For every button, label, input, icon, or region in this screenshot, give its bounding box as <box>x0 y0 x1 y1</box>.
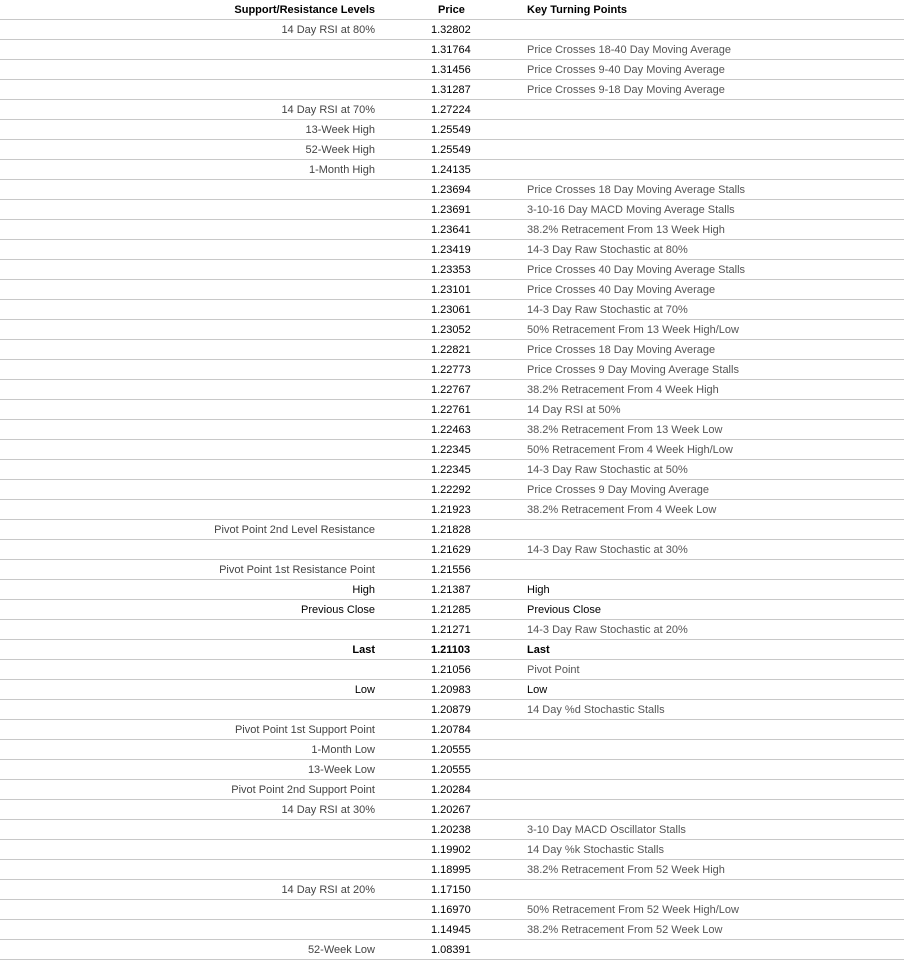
price-cell: 1.23052 <box>380 320 477 340</box>
support-resistance-cell <box>0 220 380 240</box>
table-row <box>0 200 904 220</box>
turning-point-cell: 14 Day RSI at 50% <box>477 400 904 420</box>
table-row <box>0 240 904 260</box>
support-resistance-cell <box>0 200 380 220</box>
turning-point-cell: 3-10-16 Day MACD Moving Average Stalls <box>477 200 904 220</box>
turning-point-cell: Previous Close <box>477 600 904 620</box>
support-resistance-cell <box>0 340 380 360</box>
table-row <box>0 800 904 820</box>
support-resistance-cell: 13-Week High <box>0 120 380 140</box>
support-resistance-cell: 1-Month High <box>0 160 380 180</box>
support-resistance-cell <box>0 320 380 340</box>
support-resistance-cell <box>0 360 380 380</box>
table-row <box>0 420 904 440</box>
price-cell: 1.20284 <box>380 780 477 800</box>
table-row <box>0 140 904 160</box>
turning-point-cell: 14-3 Day Raw Stochastic at 80% <box>477 240 904 260</box>
support-resistance-cell: 14 Day RSI at 20% <box>0 880 380 900</box>
turning-point-cell <box>477 160 904 180</box>
table-row <box>0 700 904 720</box>
table-row <box>0 400 904 420</box>
price-cell: 1.20267 <box>380 800 477 820</box>
support-resistance-cell <box>0 300 380 320</box>
price-cell: 1.20555 <box>380 740 477 760</box>
turning-point-cell: Price Crosses 9-40 Day Moving Average <box>477 60 904 80</box>
table-row <box>0 180 904 200</box>
turning-point-cell: Last <box>477 640 904 660</box>
turning-point-cell: Price Crosses 9 Day Moving Average Stalls <box>477 360 904 380</box>
price-cell: 1.20784 <box>380 720 477 740</box>
turning-point-cell <box>477 560 904 580</box>
support-resistance-cell <box>0 60 380 80</box>
turning-point-cell: Price Crosses 9-18 Day Moving Average <box>477 80 904 100</box>
turning-point-cell: 50% Retracement From 13 Week High/Low <box>477 320 904 340</box>
turning-point-cell: 50% Retracement From 52 Week High/Low <box>477 900 904 920</box>
support-resistance-cell <box>0 440 380 460</box>
price-cell: 1.21056 <box>380 660 477 680</box>
table-row <box>0 300 904 320</box>
turning-point-cell: 38.2% Retracement From 13 Week High <box>477 220 904 240</box>
turning-point-cell <box>477 720 904 740</box>
price-cell: 1.21103 <box>380 640 477 660</box>
turning-point-cell: Price Crosses 18 Day Moving Average <box>477 340 904 360</box>
price-cell: 1.21285 <box>380 600 477 620</box>
support-resistance-cell <box>0 480 380 500</box>
support-resistance-cell: Pivot Point 2nd Level Resistance <box>0 520 380 540</box>
support-resistance-cell: Previous Close <box>0 600 380 620</box>
price-cell: 1.22773 <box>380 360 477 380</box>
support-resistance-cell <box>0 420 380 440</box>
table-row <box>0 520 904 540</box>
header-key-turning-points: Key Turning Points <box>477 0 904 20</box>
support-resistance-cell <box>0 260 380 280</box>
table-row <box>0 500 904 520</box>
table-row <box>0 280 904 300</box>
turning-point-cell: Price Crosses 40 Day Moving Average Stalls <box>477 260 904 280</box>
price-cell: 1.08391 <box>380 940 477 960</box>
table-row <box>0 760 904 780</box>
support-resistance-cell: 52-Week Low <box>0 940 380 960</box>
turning-point-cell: Price Crosses 18 Day Moving Average Stalls <box>477 180 904 200</box>
support-resistance-cell <box>0 620 380 640</box>
price-cell: 1.23353 <box>380 260 477 280</box>
table-row <box>0 780 904 800</box>
table-row <box>0 820 904 840</box>
table-row <box>0 540 904 560</box>
turning-point-cell: Low <box>477 680 904 700</box>
support-resistance-cell: Low <box>0 680 380 700</box>
turning-point-cell: Pivot Point <box>477 660 904 680</box>
table-row <box>0 40 904 60</box>
table-row <box>0 880 904 900</box>
turning-point-cell: 50% Retracement From 4 Week High/Low <box>477 440 904 460</box>
table-row <box>0 720 904 740</box>
turning-point-cell: 14-3 Day Raw Stochastic at 20% <box>477 620 904 640</box>
table-row <box>0 640 904 660</box>
price-cell: 1.20983 <box>380 680 477 700</box>
turning-point-cell <box>477 940 904 960</box>
table-body <box>0 20 904 960</box>
header-support-resistance: Support/Resistance Levels <box>0 0 380 20</box>
turning-point-cell: Price Crosses 40 Day Moving Average <box>477 280 904 300</box>
support-resistance-cell <box>0 180 380 200</box>
support-resistance-cell: Last <box>0 640 380 660</box>
price-cell: 1.22345 <box>380 460 477 480</box>
support-resistance-cell <box>0 700 380 720</box>
price-cell: 1.21828 <box>380 520 477 540</box>
table-row <box>0 20 904 40</box>
turning-point-cell: 14 Day %d Stochastic Stalls <box>477 700 904 720</box>
header-price: Price <box>380 0 477 20</box>
table-row <box>0 660 904 680</box>
turning-point-cell: 14 Day %k Stochastic Stalls <box>477 840 904 860</box>
table-row <box>0 80 904 100</box>
price-cell: 1.16970 <box>380 900 477 920</box>
support-resistance-cell <box>0 40 380 60</box>
support-resistance-cell: 52-Week High <box>0 140 380 160</box>
table-row <box>0 920 904 940</box>
turning-point-cell <box>477 880 904 900</box>
turning-point-cell <box>477 100 904 120</box>
price-cell: 1.21271 <box>380 620 477 640</box>
table-row <box>0 860 904 880</box>
support-resistance-cell: Pivot Point 1st Support Point <box>0 720 380 740</box>
table-row <box>0 260 904 280</box>
turning-point-cell <box>477 520 904 540</box>
price-cell: 1.22463 <box>380 420 477 440</box>
price-cell: 1.20238 <box>380 820 477 840</box>
turning-point-cell: 14-3 Day Raw Stochastic at 70% <box>477 300 904 320</box>
support-resistance-cell <box>0 400 380 420</box>
turning-point-cell <box>477 800 904 820</box>
table-row <box>0 460 904 480</box>
price-cell: 1.23641 <box>380 220 477 240</box>
support-resistance-cell <box>0 280 380 300</box>
turning-point-cell: 38.2% Retracement From 52 Week Low <box>477 920 904 940</box>
price-cell: 1.21629 <box>380 540 477 560</box>
price-cell: 1.31287 <box>380 80 477 100</box>
price-cell: 1.22292 <box>380 480 477 500</box>
price-cell: 1.31456 <box>380 60 477 80</box>
table-row <box>0 100 904 120</box>
support-resistance-cell <box>0 840 380 860</box>
support-resistance-cell <box>0 380 380 400</box>
turning-point-cell: 38.2% Retracement From 13 Week Low <box>477 420 904 440</box>
support-resistance-cell: 14 Day RSI at 80% <box>0 20 380 40</box>
turning-point-cell: High <box>477 580 904 600</box>
table-row <box>0 360 904 380</box>
turning-point-cell: 38.2% Retracement From 52 Week High <box>477 860 904 880</box>
price-cell: 1.21923 <box>380 500 477 520</box>
support-resistance-cell: Pivot Point 1st Resistance Point <box>0 560 380 580</box>
table-row <box>0 580 904 600</box>
price-cell: 1.25549 <box>380 120 477 140</box>
support-resistance-cell <box>0 820 380 840</box>
price-cell: 1.18995 <box>380 860 477 880</box>
support-resistance-cell <box>0 860 380 880</box>
table-row <box>0 940 904 960</box>
support-resistance-cell: 13-Week Low <box>0 760 380 780</box>
support-resistance-cell <box>0 920 380 940</box>
price-cell: 1.25549 <box>380 140 477 160</box>
table-row <box>0 740 904 760</box>
turning-point-cell <box>477 740 904 760</box>
turning-point-cell: Price Crosses 9 Day Moving Average <box>477 480 904 500</box>
price-cell: 1.22761 <box>380 400 477 420</box>
price-cell: 1.31764 <box>380 40 477 60</box>
price-cell: 1.32802 <box>380 20 477 40</box>
table-row <box>0 480 904 500</box>
turning-point-cell <box>477 140 904 160</box>
support-resistance-cell <box>0 540 380 560</box>
support-resistance-cell <box>0 240 380 260</box>
table-row <box>0 560 904 580</box>
turning-point-cell: 38.2% Retracement From 4 Week High <box>477 380 904 400</box>
support-resistance-cell <box>0 660 380 680</box>
table-row <box>0 600 904 620</box>
turning-point-cell: 3-10 Day MACD Oscillator Stalls <box>477 820 904 840</box>
price-cell: 1.20555 <box>380 760 477 780</box>
turning-point-cell: 14-3 Day Raw Stochastic at 50% <box>477 460 904 480</box>
turning-point-cell <box>477 20 904 40</box>
table-row <box>0 160 904 180</box>
turning-point-cell: Price Crosses 18-40 Day Moving Average <box>477 40 904 60</box>
table-row <box>0 120 904 140</box>
table-row <box>0 340 904 360</box>
table-row <box>0 320 904 340</box>
price-cell: 1.20879 <box>380 700 477 720</box>
price-cell: 1.22767 <box>380 380 477 400</box>
price-cell: 1.23101 <box>380 280 477 300</box>
support-resistance-cell: Pivot Point 2nd Support Point <box>0 780 380 800</box>
support-resistance-cell: 1-Month Low <box>0 740 380 760</box>
price-cell: 1.23061 <box>380 300 477 320</box>
table-row <box>0 840 904 860</box>
support-resistance-cell: 14 Day RSI at 70% <box>0 100 380 120</box>
support-resistance-cell <box>0 80 380 100</box>
table-header-row <box>0 0 904 20</box>
support-resistance-cell <box>0 900 380 920</box>
table-row <box>0 620 904 640</box>
price-cell: 1.23694 <box>380 180 477 200</box>
support-resistance-cell: High <box>0 580 380 600</box>
turning-point-cell: 38.2% Retracement From 4 Week Low <box>477 500 904 520</box>
price-cell: 1.23419 <box>380 240 477 260</box>
price-cell: 1.17150 <box>380 880 477 900</box>
price-cell: 1.21556 <box>380 560 477 580</box>
turning-point-cell <box>477 120 904 140</box>
price-cell: 1.14945 <box>380 920 477 940</box>
turning-point-cell: 14-3 Day Raw Stochastic at 30% <box>477 540 904 560</box>
price-cell: 1.22345 <box>380 440 477 460</box>
table-row <box>0 680 904 700</box>
table-row <box>0 380 904 400</box>
turning-point-cell <box>477 760 904 780</box>
turning-point-cell <box>477 780 904 800</box>
price-cell: 1.23691 <box>380 200 477 220</box>
table-row <box>0 60 904 80</box>
table-row <box>0 440 904 460</box>
support-resistance-cell: 14 Day RSI at 30% <box>0 800 380 820</box>
price-cell: 1.22821 <box>380 340 477 360</box>
price-cell: 1.21387 <box>380 580 477 600</box>
support-resistance-cell <box>0 460 380 480</box>
table-row <box>0 900 904 920</box>
price-cell: 1.19902 <box>380 840 477 860</box>
price-cell: 1.27224 <box>380 100 477 120</box>
support-resistance-cell <box>0 500 380 520</box>
table-row <box>0 220 904 240</box>
price-cell: 1.24135 <box>380 160 477 180</box>
